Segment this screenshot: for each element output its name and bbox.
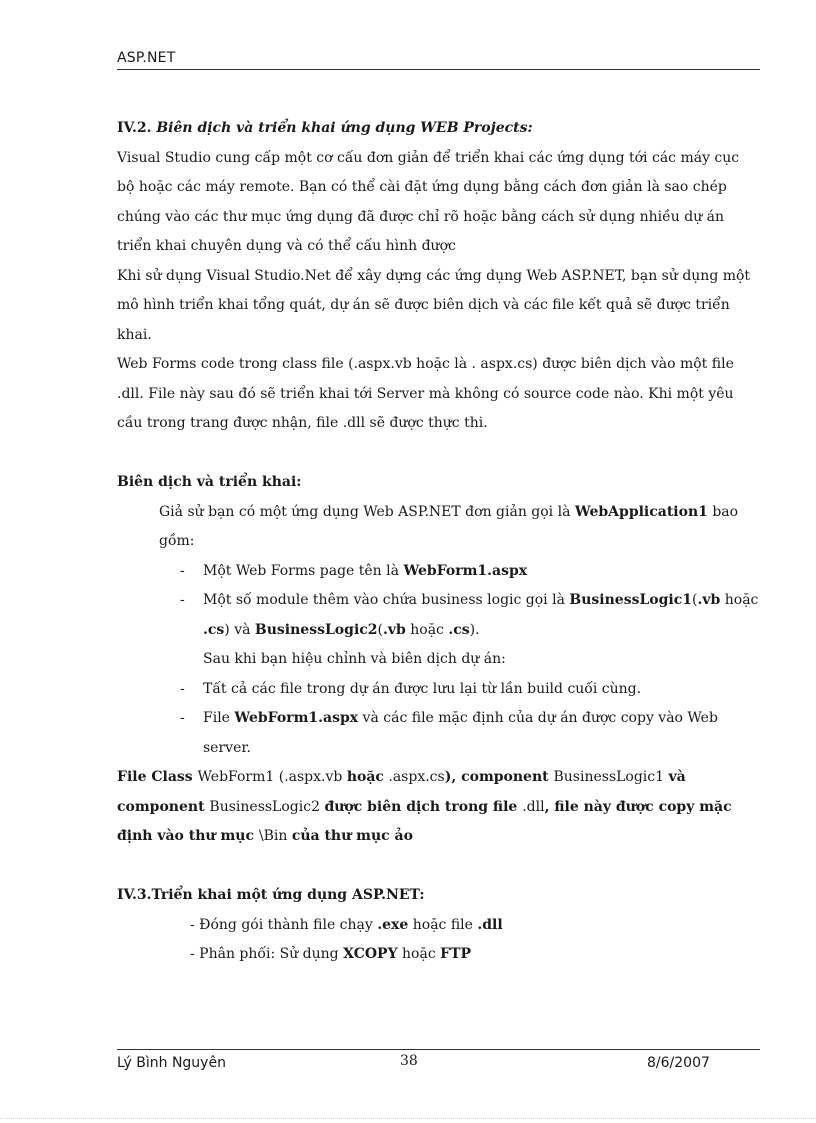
footer-date: 8/6/2007 bbox=[647, 1055, 710, 1071]
footer-author: Lý Bình Nguyên bbox=[117, 1055, 226, 1071]
summary-paragraph: File Class WebForm1 (.aspx.vb hoặc .aspx.cs), component BusinessLogic1 và component BusinessLogic2 được biên dịch trong file .dll, file này được copy mặc định vào thư mục \Bin của thư mục ảo bbox=[117, 769, 732, 844]
header-divider bbox=[117, 69, 760, 70]
paragraph-3: Web Forms code trong class file (.aspx.vb hoặc là . aspx.cs) được biên dịch vào một file .dll. File này sau đó sẽ triển khai tới Server mà không có source code nào. Khi một yêu cầu trong trang được nhận, file .dll sẽ được thực thi. bbox=[117, 356, 734, 431]
list-item: - Một số module thêm vào chứa business logic gọi là BusinessLogic1(.vb hoặc .cs) và BusinessLogic2(.vb hoặc .cs). bbox=[117, 586, 760, 645]
paragraph-1: Visual Studio cung cấp một cơ cấu đơn giản để triển khai các ứng dụng tới các máy cục bộ hoặc các máy remote. Bạn có thể cài đặt ứng dụng bằng cách đơn giản là sao chép chúng vào các thư mục ứng dụng đã được chỉ rõ hoặc bằng cách sử dụng nhiều dự án triển khai chuyên dụng và có thể cấu hình được bbox=[117, 149, 740, 254]
paragraph-2: Khi sử dụng Visual Studio.Net để xây dựng các ứng dụng Web ASP.NET, bạn sử dụng một mô hình triển khai tổng quát, dự án sẽ được biên dịch và các file kết quả sẽ được triển khai. bbox=[117, 267, 751, 343]
deploy-step: - Đóng gói thành file chạy .exe hoặc file .dll bbox=[190, 916, 503, 933]
subheading-compile-deploy: Biên dịch và triển khai: bbox=[117, 474, 302, 490]
dash-bullet: - bbox=[180, 562, 185, 579]
document-body bbox=[117, 114, 760, 970]
footer-divider bbox=[117, 1049, 760, 1050]
dash-bullet: - bbox=[180, 592, 185, 608]
section-title: Biên dịch và triển khai ứng dụng WEB Projects: bbox=[156, 120, 533, 136]
dash-bullet: - bbox=[180, 710, 185, 726]
section-number: IV.2. bbox=[117, 120, 157, 136]
list-item: - Một Web Forms page tên là WebForm1.aspx bbox=[117, 557, 760, 587]
after-build-note: Sau khi bạn hiệu chỉnh và biên dịch dự án: bbox=[203, 651, 506, 667]
deploy-step: - Phân phối: Sử dụng XCOPY hoặc FTP bbox=[190, 946, 472, 962]
page-header-title: ASP.NET bbox=[117, 50, 176, 66]
list-item: - File WebForm1.aspx và các file mặc định của dự án được copy vào Web server. bbox=[117, 704, 760, 763]
dash-bullet: - bbox=[180, 680, 185, 697]
intro-paragraph: Giả sử bạn có một ứng dụng Web ASP.NET đơn giản gọi là WebApplication1 bao gồm: bbox=[159, 503, 739, 549]
page-number: 38 bbox=[400, 1053, 418, 1069]
page-bottom-edge bbox=[0, 1118, 816, 1119]
list-item: - Tất cả các file trong dự án được lưu lại từ lần build cuối cùng. bbox=[117, 675, 760, 705]
section-heading-iv3: IV.3.Triển khai một ứng dụng ASP.NET: bbox=[117, 887, 425, 903]
section-heading-iv2 bbox=[117, 114, 760, 144]
